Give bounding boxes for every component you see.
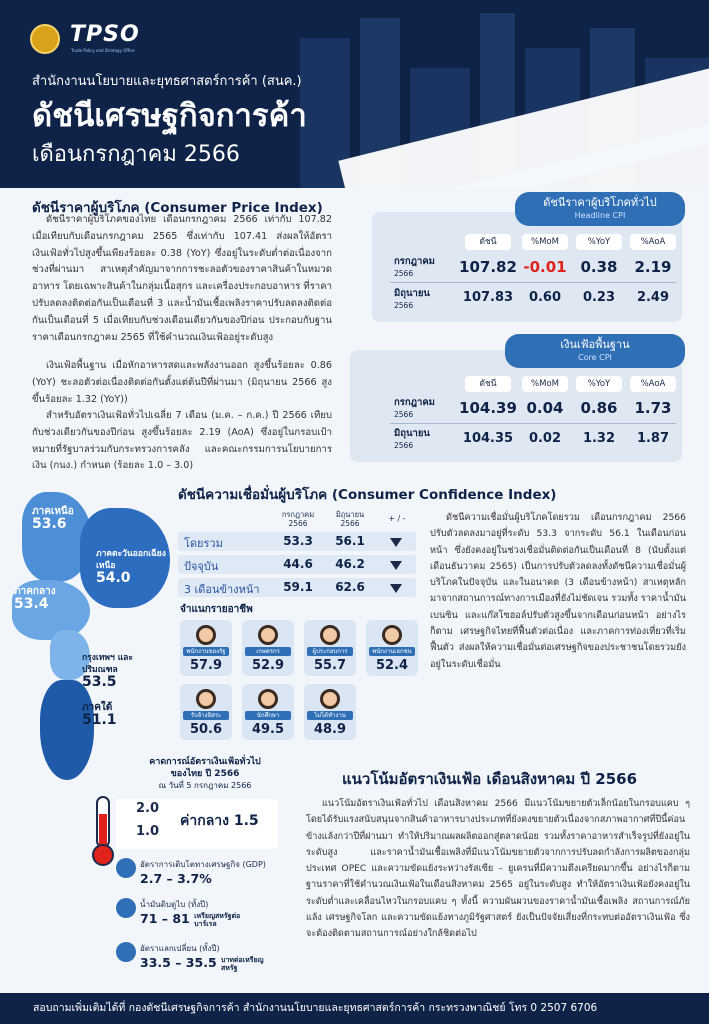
forecast-gdp: อัตราการเติบโตทางเศรษฐกิจ (GDP) 2.7 – 3.7%: [140, 860, 266, 886]
headline-col-aoa: %AoA: [630, 234, 676, 250]
forecast-exchange: อัตราแลกเปลี่ยน (ทั้งปี) 33.5 – 35.5 บาทต่อเหรียญสหรัฐ: [140, 944, 264, 972]
occupation-government: พนักงานของรัฐ 57.9: [180, 620, 232, 676]
person-icon: [258, 625, 278, 645]
core-col-index: ดัชนี: [465, 376, 511, 392]
person-icon: [258, 689, 278, 709]
cpi-paragraph-2: เงินเฟ้อพื้นฐาน เมื่อหักอาหารสดและพลังงานออก สูงขึ้นร้อยละ 0.86 (YoY) ชะลอตัวต่อเนื่องติดต่อกันตั้งแต่ต้นปีที่ผ่านมา (มิถุนายน 2566 สูงขึ้นร้อยละ 1.32 (YoY)): [32, 360, 332, 405]
core-jun-index: 104.35: [462, 431, 514, 446]
occupation-entrepreneur: ผู้ประกอบการ 55.7: [304, 620, 356, 676]
core-jun-yoy: 1.32: [582, 431, 616, 446]
core-jul-index: 104.39: [459, 399, 517, 417]
page-subtitle: เดือนกรกฎาคม 2566: [32, 142, 240, 167]
map-label-central: ภาคกลาง 53.4: [14, 586, 56, 612]
headline-cpi-label: ดัชนีราคาผู้บริโภคทั่วไป: [543, 196, 657, 209]
thermometer-bulb: [92, 844, 114, 866]
exchange-rate-icon: [116, 942, 136, 962]
cci-row-current: ปัจจุบัน 44.6 46.2: [178, 555, 416, 574]
headline-col-yoy: %YoY: [576, 234, 622, 250]
cci-col-previous: มิถุนายน 2566: [335, 510, 365, 528]
cpi-paragraph-1: ดัชนีราคาผู้บริโภคของไทย เดือนกรกฎาคม 2566 เท่ากับ 107.82 เมื่อเทียบกับเดือนกรกฎาคม 2565 ซึ่งเท่ากับ 107.41 ส่งผลให้อัตราเงินเฟ้อทั่วไปสูงขึ้นเพียงร้อยละ 0.38 (YoY) ซึ่งอยู่ในระดับต่ำต่อเนื่องจากช่วงที่ผ่านมา สาเหตุสำคัญมาจากการชะลอตัวของราคาสินค้าในหมวดอาหาร โดยเฉพาะสินค้าในกลุ่มเนื้อสุกร และเครื่องประกอบอาหาร ที่ราคาปรับลดลงติดต่อกันเป็นเดือนที่ 3 และน้ำมันเชื้อเพลิงราคาปรับลดลงติดต่อกันเป็นเดือนที่ 5 เมื่อเทียบกับช่วงเดือนเดียวกันของปีก่อน ประกอบกับฐานราคาเดือนกรกฎาคม 2565 ที่ใช้คำนวณเงินเฟ้ออยู่ระดับสูง: [32, 214, 332, 343]
tpso-logo-subtitle: Trade Policy and Strategy Office: [71, 48, 135, 53]
headline-jun-aoa: 2.49: [636, 290, 670, 305]
oil-drop-icon: [116, 898, 136, 918]
map-label-northeast: ภาคตะวันออกเฉียงเหนือ 54.0: [96, 549, 166, 586]
core-cpi-label: เงินเฟ้อพื้นฐาน: [560, 338, 630, 351]
person-icon: [382, 625, 402, 645]
forecast-high: 2.0: [136, 801, 160, 816]
occupation-unemployed: ไม่ได้ทำงาน 48.9: [304, 684, 356, 740]
cpi-section-title: ดัชนีราคาผู้บริโภค (Consumer Price Index): [32, 200, 323, 216]
core-jul-yoy: 0.86: [580, 399, 618, 417]
down-arrow-icon: [390, 584, 402, 593]
core-col-mom: %MoM: [522, 376, 568, 392]
occupation-farmer: เกษตรกร 52.9: [242, 620, 294, 676]
core-row-jun-label: มิถุนายน 2566: [394, 428, 430, 450]
headline-jul-index: 107.82: [459, 258, 517, 276]
headline-row-jul-label: กรกฎาคม 2566: [394, 256, 435, 278]
tpso-logo: TPSO: [70, 22, 140, 47]
headline-col-mom: %MoM: [522, 234, 568, 250]
headline-jul-mom: -0.01: [523, 258, 567, 276]
person-icon: [320, 689, 340, 709]
person-icon: [320, 625, 340, 645]
ministry-seal-logo: [30, 24, 60, 54]
core-jul-aoa: 1.73: [634, 399, 672, 417]
trend-paragraph: แนวโน้มอัตราเงินเฟ้อทั่วไป เดือนสิงหาคม 2566 มีแนวโน้มขยายตัวเล็กน้อยในกรอบแคบ ๆ โดยได้รับแรงสนับสนุนจากสินค้าอาหารบางประเภทที่ยังคงขยายตัวเนื่องจากสภาพอากาศที่ปีนี้ค่อนข้างแล้งกว่าปีที่ผ่านมา ทำให้ปริมาณผลผลิตออกสู่ตลาดน้อย รวมทั้งราคาอาหารสำเร็จรูปที่ยังอยู่ในระดับสูง และราคาน้ำมันเชื้อเพลิงที่มีแนวโน้มขยายตัวจากการปรับลดกำลังการผลิตของกลุ่มประเทศ OPEC และความขัดแย้งระหว่างรัสเซีย – ยูเครนที่มีความตึงเครียดมากขึ้น อย่างไรก็ตาม ฐานราคาที่ใช้คำนวณเงินเฟ้อในเดือนสิงหาคม 2565 อยู่ในระดับสูง ทำให้อัตราเงินเฟ้อยังคงอยู่ในระดับต่ำและเคลื่อนไหวในกรอบแคบ ๆ ทั้งนี้ ความผันผวนของราคาน้ำมันเชื้อเพลิง สถานการณ์ภัยแล้ง เศรษฐกิจโลก และความขัดแย้งทางภูมิรัฐศาสตร์ ยังเป็นปัจจัยเสี่ยงที่กระทบต่ออัตราเงินเฟ้อ ซึ่งจะต้องติดตามสถานการณ์อย่างใกล้ชิดต่อไป: [306, 799, 690, 940]
headline-jun-yoy: 0.23: [582, 290, 616, 305]
down-arrow-icon: [390, 538, 402, 547]
footer-contact: สอบถามเพิ่มเติมได้ที่ กองดัชนีเศรษฐกิจการค้า สำนักงานนโยบายและยุทธศาสตร์การค้า กระทรวงพาณิชย์ โทร 0 2507 6706: [0, 993, 709, 1024]
down-arrow-icon: [390, 561, 402, 570]
map-label-south: ภาคใต้ 51.1: [82, 702, 117, 728]
core-divider: [390, 423, 676, 424]
map-region-south: [40, 680, 94, 780]
headline-cpi-label-en: Headline CPI: [574, 211, 626, 220]
forecast-mid: ค่ากลาง 1.5: [180, 813, 259, 829]
person-icon: [196, 625, 216, 645]
occupation-private-employee: พนักงานเอกชน 52.4: [366, 620, 418, 676]
cci-paragraph: ดัชนีความเชื่อมั่นผู้บริโภคโดยรวม เดือนกรกฎาคม 2566 ปรับตัวลดลงมาอยู่ที่ระดับ 53.3 จากระดับ 56.1 ในเดือนก่อนหน้า ซึ่งยังคงอยู่ในช่วงเชื่อมั่นติดต่อกันเป็นเดือนที่ 8 (นับตั้งแต่เดือนธันวาคม 2565) เป็นการปรับตัวลดลงทั้งดัชนีความเชื่อมั่นผู้บริโภคในปัจจุบัน และในอนาคต (3 เดือนข้างหน้า) สาเหตุหลักมาจากสถานการณ์ทางการเมืองที่ยังไม่ชัดเจน รวมทั้ง ราคาน้ำมันเบนซิน และแก๊สโซฮอล์ปรับตัวสูงขึ้นจากเดือนก่อนหน้า อย่างไรก็ตาม เศรษฐกิจไทยที่ฟื้นตัวต่อเนื่อง และภาคการท่องเที่ยวที่เริ่มฟื้นตัว ส่งผลให้ความเชื่อมั่นต่อเศรษฐกิจของประชาชนโดยรวมยังอยู่ในระดับเชื่อมั่น: [430, 512, 686, 670]
core-row-jul-label: กรกฎาคม 2566: [394, 397, 435, 419]
trend-title: แนวโน้มอัตราเงินเฟ้อ เดือนสิงหาคม ปี 2566: [342, 770, 638, 788]
headline-row-jun-label: มิถุนายน 2566: [394, 288, 430, 310]
forecast-title: คาดการณ์อัตราเงินเฟ้อทั่วไป ของไทย ปี 2566 ณ วันที่ 5 กรกฎาคม 2566: [149, 757, 261, 790]
core-cpi-label-en: Core CPI: [578, 353, 612, 362]
occupation-student: นักศึกษา 49.5: [242, 684, 294, 740]
page-title: ดัชนีเศรษฐกิจการค้า: [32, 98, 307, 134]
headline-divider: [390, 282, 676, 283]
core-jul-mom: 0.04: [526, 399, 564, 417]
headline-jul-yoy: 0.38: [580, 258, 618, 276]
cci-section-title: ดัชนีความเชื่อมั่นผู้บริโภค (Consumer Confidence Index): [178, 487, 557, 503]
occupation-freelance: รับจ้างอิสระ 50.6: [180, 684, 232, 740]
gdp-icon: [116, 858, 136, 878]
headline-jun-mom: 0.60: [528, 290, 562, 305]
core-jun-aoa: 1.87: [636, 431, 670, 446]
occupation-title: จำแนกรายอาชีพ: [180, 604, 253, 615]
headline-col-index: ดัชนี: [465, 234, 511, 250]
thermometer-fill: [99, 814, 107, 848]
headline-jun-index: 107.83: [462, 290, 514, 305]
core-col-yoy: %YoY: [576, 376, 622, 392]
forecast-low: 1.0: [136, 824, 160, 839]
headline-cpi-tag: [515, 192, 685, 226]
core-col-aoa: %AoA: [630, 376, 676, 392]
forecast-oil: น้ำมันดิบดูไบ (ทั้งปี) 71 – 81 เหรียญสหรัฐต่อบาร์เรล: [140, 900, 241, 928]
headline-jul-aoa: 2.19: [634, 258, 672, 276]
map-label-bangkok: กรุงเทพฯ และปริมณฑล 53.5: [82, 653, 133, 690]
cpi-paragraph-3: สำหรับอัตราเงินเฟ้อทั่วไปเฉลี่ย 7 เดือน (ม.ค. – ก.ค.) ปี 2566 เทียบกับช่วงเดียวกันของปีก่อน สูงขึ้นร้อยละ 2.19 (AoA) ซึ่งอยู่ในกรอบเป้าหมายที่รัฐบาลร่วมกับกระทรวงการคลัง และคณะกรรมการนโยบายการเงิน (กนง.) กำหนด (ร้อยละ 1.0 – 3.0): [32, 410, 332, 472]
map-label-north: ภาคเหนือ 53.6: [32, 506, 74, 532]
person-icon: [196, 689, 216, 709]
core-jun-mom: 0.02: [528, 431, 562, 446]
cci-col-change: + / -: [388, 514, 406, 523]
core-cpi-tag: [505, 334, 685, 368]
organization-name: สำนักงานนโยบายและยุทธศาสตร์การค้า (สนค.): [32, 74, 302, 89]
cci-row-3month: 3 เดือนข้างหน้า 59.1 62.6: [178, 578, 416, 597]
cci-col-current: กรกฎาคม 2566: [281, 510, 315, 528]
cci-row-overall: โดยรวม 53.3 56.1: [178, 532, 416, 551]
